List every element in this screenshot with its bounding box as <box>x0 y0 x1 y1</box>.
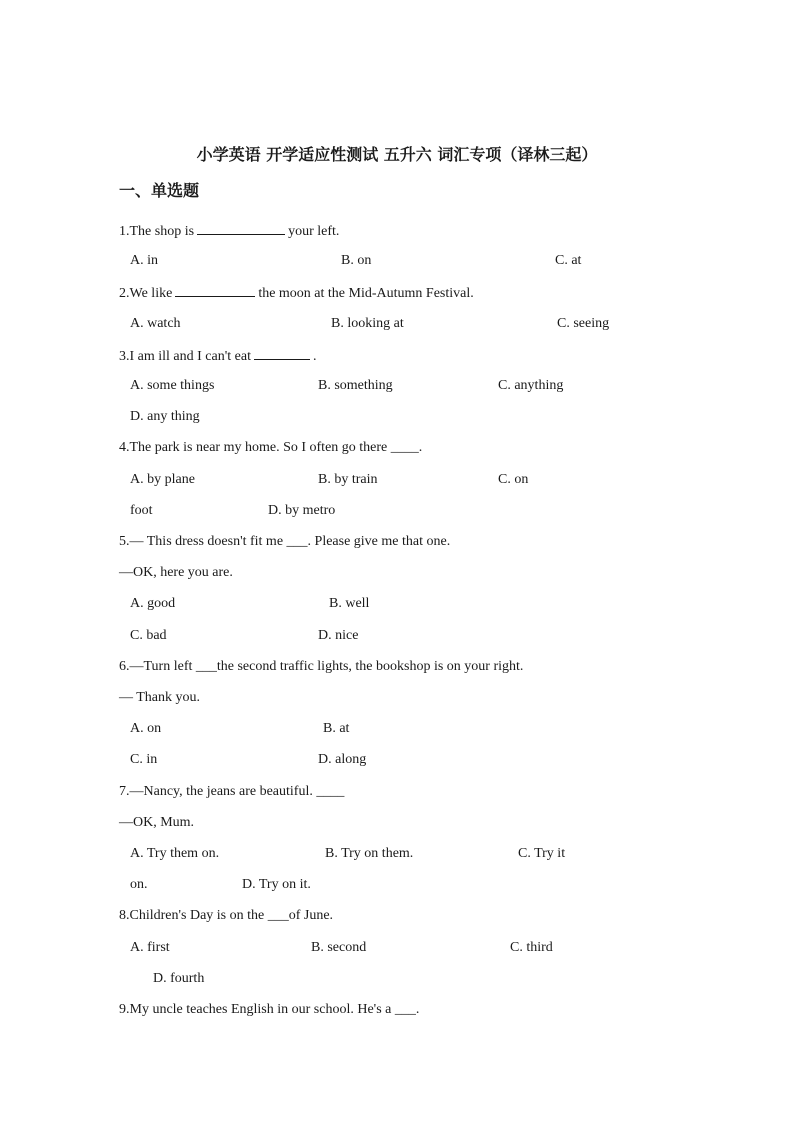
q2-option-c: C. seeing <box>557 316 610 331</box>
q3-stem: 3.I am ill and I can't eat <box>119 349 251 364</box>
question-3 <box>119 346 316 366</box>
question-7: 7.—Nancy, the jeans are beautiful. ____ <box>119 784 345 799</box>
question-9: 9.My uncle teaches English in our school. He's a ___. <box>119 1002 420 1017</box>
q5-option-c: C. bad <box>130 628 167 643</box>
q3-stem-end: . <box>312 349 317 364</box>
q5-option-a: A. good <box>130 596 176 611</box>
q1-option-a: A. in <box>130 253 158 268</box>
q8-option-c: C. third <box>510 940 553 955</box>
q2-option-a: A. watch <box>130 316 181 331</box>
q6-option-b: B. at <box>323 721 350 736</box>
q3-option-b: B. something <box>318 378 393 393</box>
q5-option-b: B. well <box>329 596 370 611</box>
q4-option-a: A. by plane <box>130 472 195 487</box>
q6-option-d: D. along <box>318 752 367 767</box>
q3-option-a: A. some things <box>130 378 215 393</box>
q4-option-c: C. on <box>498 472 529 487</box>
q2-stem-end: the moon at the Mid-Autumn Festival. <box>258 286 474 301</box>
q2-stem: 2.We like <box>119 286 173 301</box>
q2-option-b: B. looking at <box>331 316 404 331</box>
q8-option-a: A. first <box>130 940 170 955</box>
q4-option-c-cont: foot <box>130 503 153 518</box>
q4-option-d: D. by metro <box>268 503 336 518</box>
q7-option-c: C. Try it <box>518 846 566 861</box>
question-2 <box>119 283 474 303</box>
q6-option-c: C. in <box>130 752 158 767</box>
q4-option-b: B. by train <box>318 472 378 487</box>
question-6: 6.—Turn left ___the second traffic lights, the bookshop is on your right. <box>119 659 524 674</box>
answer-blank <box>197 221 285 235</box>
q1-option-b: B. on <box>341 253 372 268</box>
q1-stem: 1.The shop is <box>119 224 195 239</box>
question-8: 8.Children's Day is on the ___of June. <box>119 908 334 923</box>
question-1 <box>119 221 339 241</box>
q5-option-d: D. nice <box>318 628 359 643</box>
question-4: 4.The park is near my home. So I often go there ____. <box>119 440 423 455</box>
q5-reply: —OK, here you are. <box>119 565 233 580</box>
answer-blank <box>175 283 255 297</box>
q3-option-c: C. anything <box>498 378 564 393</box>
q7-reply: —OK, Mum. <box>119 815 195 830</box>
q7-option-d: D. Try on it. <box>242 877 311 892</box>
q6-reply: — Thank you. <box>119 690 201 705</box>
q8-option-d: D. fourth <box>153 971 205 986</box>
q8-option-b: B. second <box>311 940 367 955</box>
page-title: 小学英语 开学适应性测试 五升六 词汇专项（译林三起） <box>196 145 598 164</box>
q6-option-a: A. on <box>130 721 162 736</box>
q7-option-a: A. Try them on. <box>130 846 220 861</box>
section-heading: 一、单选题 <box>119 181 200 200</box>
question-5: 5.— This dress doesn't fit me ___. Please give me that one. <box>119 534 451 549</box>
q1-option-c: C. at <box>555 253 582 268</box>
q7-option-b: B. Try on them. <box>325 846 414 861</box>
answer-blank <box>254 346 310 360</box>
q3-option-d: D. any thing <box>130 409 200 424</box>
q7-option-c-cont: on. <box>130 877 148 892</box>
q1-stem-end: your left. <box>288 224 340 239</box>
